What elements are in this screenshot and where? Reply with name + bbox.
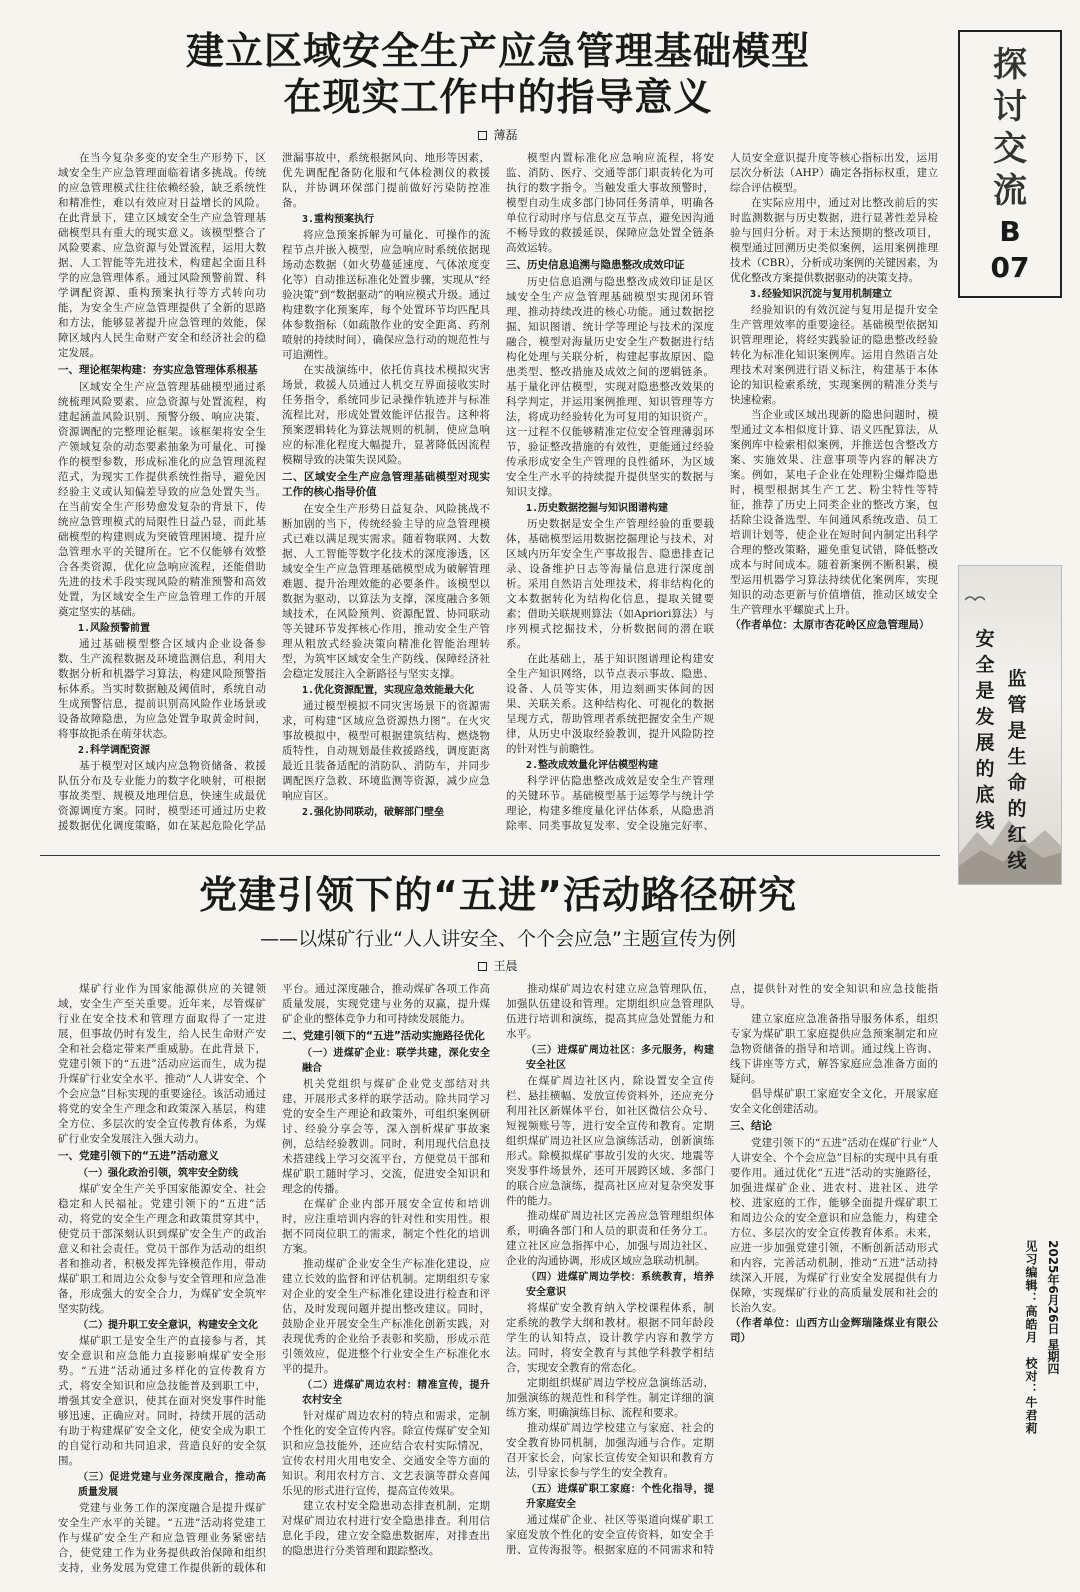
body-paragraph: 煤矿职工是安全生产的直接参与者，其安全意识和应急能力直接影响煤矿安全形势。“五进”活动通过多样化的宣传教育方式，将安全知识和应急技能普及到职工中，增强其安全意识，使其在面对突发事件时能够迅速、正确应对。同时，持续开展的活动有助于构建煤矿安全文化，使安全成为职工的自觉行动和共同追求，营造良好的安全氛围。 — [58, 1335, 266, 1467]
body-paragraph: 倡导煤矿职工家庭安全文化，开展家庭安全文化创建活动。 — [730, 1088, 938, 1115]
bird-icon — [965, 594, 985, 604]
subsection-heading: 2.科学调配资源 — [78, 745, 151, 756]
body-paragraph: 在实战演练中，依托仿真技术模拟灾害场景，救援人员通过人机交互界面接收实时任务指令，系统同步记录操作轨迹并与标准流程比对，形成处置效能评估报告。这种将预案逻辑转化为算法规则的机制，使应急响应的标准化程度大幅提升，显著降低因流程模糊导致的决策失误风险。 — [282, 364, 490, 466]
article-1 — [58, 28, 938, 848]
body-paragraph: 建立家庭应急准备指导服务体系，组织专家为煤矿职工家庭提供应急预案制定和应急物资储备的指导和培训。通过线上咨询、线下讲座等方式，解答家庭应急准备方面的疑问。 — [730, 1013, 938, 1085]
body-paragraph: 推动煤矿周边学校建立与家庭、社会的安全教育协同机制，加强沟通与合作。定期召开家长会，向家长宣传安全知识和教育方法，引导家长参与学生的安全教育。 — [506, 1422, 714, 1479]
article-divider — [40, 855, 940, 856]
body-paragraph: 区域安全生产应急管理基础模型通过系统梳理风险要素、应急资源与处置流程，构建起涵盖风险识别、预警分级、响应决策、资源调配的完整理论框架。该框架将安全生产领域复杂的动态要素抽象为可量化、可操作的模型参数，形成标准化的应急管理流程范式，为现实工作提供系统性指导，避免因经验主义或认知偏差导致的应急处置失当。在当前安全生产形势愈发复杂的背景下，传统应急管理模式的局限性日益凸显，而此基础模型的构建则成为突破管理困境、提升应急管理水平的关键所在。它不仅能够有效整合各类资源，优化应急响应流程，还能借助先进的技术手段实现风险的精准预警和高效处置，为区域安全生产应急管理工作的开展奠定坚实的基础。 — [58, 381, 266, 618]
motto-banner — [958, 565, 1062, 885]
section-heading: 二、区域安全生产应急管理基础模型对现实工作的核心指导价值 — [282, 471, 490, 498]
article-2 — [58, 872, 938, 1572]
body-paragraph: 在实际应用中，通过对比整改前后的实时监测数据与历史数据，进行显著性差异检验与回归分析。对于未达预期的整改项目，模型通过回溯历史类似案例，运用案例推理技术（CBR），分析成功案例的关键因素，为优化整改方案提供数据驱动的决策支持。 — [730, 197, 938, 284]
body-paragraph: 在煤矿周边社区内，除设置安全宣传栏、悬挂横幅、发放宣传资料外，还应充分利用社区新媒体平台，如社区微信公众号、短视频账号等，进行安全宣传和教育。定期组织煤矿周边社区应急演练活动，创新演练形式。除模拟煤矿事故引发的火灾、地震等突发事件场景外，还可开展跨区域、多部门的联合应急演练，提高社区应对复杂突发事件的能力。 — [506, 1075, 714, 1207]
editor-credits: 见习编辑：高皓月 校对：牛君莉 — [1024, 1240, 1038, 1435]
article-1-title-line2: 在现实工作中的指导意义 — [283, 75, 713, 119]
subsection-heading: （三）进煤矿周边社区：多元服务，构建安全社区 — [526, 1045, 714, 1071]
body-paragraph: 推动煤矿周边社区完善应急管理组织体系，明确各部门和人员的职责和任务分工。建立社区应急指挥中心，加强与周边社区、企业的沟通协调，形成区域应急联动机制。 — [506, 1210, 714, 1267]
body-paragraph: 党建引领下的“五进”活动在煤矿行业“人人讲安全、个个会应急”目标的实现中具有重要作用。通过优化“五进”活动的实施路径，加强进煤矿企业、进农村、进社区、进学校、进家庭的工作，能够全面提升煤矿职工和周边公众的安全意识和应急能力，构建全方位、多层次的安全宣传教育体系。未来，应进一步加强党建引领，不断创新活动形式和内容，完善活动机制，推动“五进”活动持续深入开展，为煤矿行业安全发展提供有力保障，实现煤矿行业的高质量发展和社会的长治久安。 — [730, 1137, 938, 1314]
body-paragraph: 历史数据是安全生产管理经验的重要载体，基础模型运用数据挖掘理论与技术，对区域内历年安全生产事故报告、隐患排查记录、设备维护日志等海量信息进行深度剖析。采用自然语言处理技术，将非结构化的文本数据转化为结构化信息，提取关键要素；借助关联规则算法（如Apriori算法）与序列模式挖掘技术，分析数据间的潜在联系。 — [506, 518, 714, 650]
subsection-heading: （一）强化政治引领，筑牢安全防线 — [78, 1168, 238, 1179]
body-paragraph: 在煤矿企业内部开展安全宣传和培训时，应注重培训内容的针对性和实用性。根据不同岗位职工的需求，制定个性化的培训方案。 — [282, 1198, 490, 1255]
body-paragraph: 党建与业务工作的深度融合是提升煤矿安全生产水平的关键。“五进”活动将党建工作与煤矿安全生产和应急管理业务紧密结合，使党建工作为业务提供政治保障和组织支持，业务发展为党建工作提供新的载体和平台。通过深度融合，推动煤矿各项工作高质量发展，实现党建与业务的双赢，提升煤矿企业的整体竞争力和可持续发展能力。 — [58, 983, 490, 1574]
byline-square-icon — [478, 962, 487, 971]
article-2-subtitle: ——以煤矿行业“人人讲安全、个个会应急”主题宣传为例 — [260, 928, 736, 950]
subsection-heading: 3.重构预案执行 — [302, 214, 375, 225]
body-paragraph: 历史信息追溯与隐患整改成效印证是区域安全生产应急管理基础模型实现闭环管理、推动持续改进的核心功能。通过数据挖掘、知识图谱、统计学等理论与技术的深度融合，模型对海量历史安全生产数据进行结构化处理与关联分析，构建起事故原因、隐患类型、整改措施及成效之间的逻辑链条。基于量化评估模型，实现对隐患整改效果的科学判定，并运用案例推理、知识管理等方法，将成功经验转化为可复用的知识资产。这一过程不仅能够精准定位安全管理薄弱环节，验证整改措施的有效性，更能通过经验传承形成安全生产管理的良性循环，为区域安全生产水平的持续提升提供坚实的数据与知识支撑。 — [506, 276, 714, 498]
subsection-heading: （五）进煤矿职工家庭：个性化指导，提升家庭安全 — [526, 1484, 714, 1510]
body-paragraph: 在当今复杂多变的安全生产形势下，区域安全生产应急管理面临着诸多挑战。传统的应急管理模式往往依赖经验，缺乏系统性和精准性，难以有效应对日益增长的风险。在此背景下，建立区域安全生产应急管理基础模型具有重大的现实意义。该模型整合了风险要素、应急资源与处置流程，运用大数据、人工智能等先进技术，构建起全面且科学的应急管理体系。通过风险预警前置、科学调配资源、重构预案执行等方式转向功能，为安全生产应急管理提供了全新的思路和方法，能够显著提升应急管理的效能，保障区域内人民生命财产安全和经济社会的稳定发展。 — [58, 152, 266, 359]
body-paragraph: 推动煤矿企业安全生产标准化建设，应建立长效的监督和评估机制。定期组织专家对企业的安全生产标准化建设进行检查和评估，及时发现问题并提出整改建议。同时，鼓励企业开展安全生产标准化创新实践，对表现优秀的企业给予表彰和奖励，形成示范引领效应，促进整个行业安全生产标准化水平的提升。 — [282, 1258, 490, 1375]
body-paragraph: 通过基础模型整合区域内企业设备参数、生产流程数据及环境监测信息，利用大数据分析和机器学习算法，构建风险预警指标体系。当实时数据触及阈值时，系统自动生成预警信息，提前识别高风险作业场景或设备故障隐患，为应急处置争取黄金时间，将事故扼杀在萌芽状态。 — [58, 638, 266, 740]
section-heading: 二、党建引领下的“五进”活动实施路径优化 — [282, 1030, 485, 1042]
subsection-heading: 3.经验知识沉淀与复用机制建立 — [750, 289, 893, 300]
body-paragraph: 推动煤矿周边农村建立应急管理队伍，加强队伍建设和管理。定期组织应急管理队伍进行培训和演练，提高其应急处置能力和水平。 — [506, 983, 714, 1040]
subsection-heading: 1.优化资源配置，实现应急效能最大化 — [302, 685, 475, 696]
byline-square-icon — [478, 131, 487, 140]
author-affiliation: （作者单位：太原市杏花岭区应急管理局） — [730, 619, 930, 631]
body-paragraph: 建立农村安全隐患动态排查机制，定期对煤矿周边农村进行安全隐患排查。利用信息化手段，建立安全隐患数据库，对排查出的隐患进行分类管理和跟踪整改。 — [282, 1500, 490, 1557]
subsection-heading: 1.历史数据挖掘与知识图谱构建 — [526, 503, 669, 514]
body-paragraph: 在此基础上，基于知识图谱理论构建安全生产知识网络，以节点表示事故、隐患、设备、人员等实体，用边刻画实体间的因果、关联关系。这种结构化、可视化的数据呈现方式，帮助管理者系统把握安全生产规律，从历史中汲取经验教训，提升风险防控的针对性与前瞻性。 — [506, 653, 714, 755]
body-paragraph: 科学评估隐患整改成效是安全生产管理的关键环节。基础模型基于运筹学与统计学理论，构建多维度量化评估体系，从隐患消除率、同类事故复发率、安全设施完好率、人员安全意识提升度等核心指标出发，运用层次分析法（AHP）确定各指标权重，建立综合评估模型。 — [506, 152, 938, 832]
body-paragraph: 机关党组织与煤矿企业党支部结对共建，开展形式多样的联学活动。除共同学习党的安全生产理论和政策外，可组织案例研讨、经验分享会等，深入剖析煤矿事故案例，总结经验教训。同时，利用现代信息技术搭建线上学习交流平台，方便党员干部和煤矿职工随时学习、交流，促进安全知识和理念的传播。 — [282, 1078, 490, 1195]
section-heading: 一、党建引领下的“五进”活动意义 — [58, 1150, 219, 1162]
article-2-body — [58, 982, 938, 1587]
section-heading: 三、历史信息追溯与隐患整改成效印证 — [506, 259, 685, 271]
edition-letter: B — [999, 215, 1021, 248]
body-paragraph: 模型内置标准化应急响应流程，将安监、消防、医疗、交通等部门职责转化为可执行的数字指令。当触发重大事故预警时，模型自动生成多部门协同任务清单，明确各单位行动时序与信息交互节点，避免因沟通不畅导致的救援延误，保障应急处置全链条高效运转。 — [506, 152, 714, 254]
subsection-heading: （三）促进党建与业务深度融合，推动高质量发展 — [78, 1472, 266, 1498]
body-paragraph: 基于模型对区域内应急物资储备、救援队伍分布及专业能力的数字化映射，可根据事故类型、规模及地理信息，快速生成最优资源调度方案。同时，模型还可通过历史救援数据优化调度策略，如在某起危险化学品泄漏事故中，系统根据风向、地形等因素，优先调配配备防化服和气体检测仪的救援队，并协调环保部门提前做好污染防控准备。 — [58, 152, 490, 832]
body-paragraph: 在安全生产形势日益复杂、风险挑战不断加剧的当下，传统经验主导的应急管理模式已难以满足现实需求。随着物联网、大数据、人工智能等数字化技术的深度渗透，区域安全生产应急管理基础模型成为破解管理难题、提升治理效能的必要条件。该模型以数据为驱动，以算法为支撑，深度融合多领域技术，在风险预判、资源配置、协同联动等关键环节发挥核心作用，推动安全生产管理从粗放式经验决策向精准化智能治理转型，为筑牢区域安全生产防线、保障经济社会稳定发展注入全新路径与坚实支撑。 — [282, 503, 490, 680]
body-paragraph: 定期组织煤矿周边学校应急演练活动，加强演练的规范性和科学性。制定详细的演练方案，明确演练目标、流程和要求。 — [506, 1377, 714, 1419]
section-heading: 一、理论框架构建：夯实应急管理体系根基 — [58, 364, 258, 376]
subsection-heading: （二）提升职工安全意识，构建安全文化 — [78, 1320, 258, 1331]
body-paragraph: 煤矿行业作为国家能源供应的关键领域，安全生产至关重要。近年来，尽管煤矿行业在安全技术和管理方面取得了一定进展，但事故仍时有发生，给人民生命财产安全和社会稳定带来严重威胁。在此背景下，党建引领下的“五进”活动应运而生，成为提升煤矿行业安全水平、推动“人人讲安全、个个会应急”目标实现的重要途径。该活动通过将党的安全生产理念和政策深入基层，构建全方位、多层次的安全宣传教育体系，为煤矿行业安全发展注入强大动力。 — [58, 983, 266, 1145]
body-paragraph: 将煤矿安全教育纳入学校课程体系，制定系统的教学大纲和教材。根据不同年龄段学生的认知特点，设计教学内容和教学方法。同时，将安全教育与其他学科教学相结合，实现安全教育的常态化。 — [506, 1302, 714, 1374]
author-affiliation: （作者单位：山西方山金辉瑞隆煤业有限公司） — [730, 1317, 938, 1344]
section-heading: 三、结论 — [730, 1120, 772, 1132]
article-2-byline — [58, 957, 938, 974]
article-2-author: 王晨 — [493, 959, 518, 973]
body-paragraph: 经验知识的有效沉淀与复用是提升安全生产管理效率的重要途径。基础模型依据知识管理理论，将经实践验证的隐患整改经验转化为标准化知识案例库。运用自然语言处理技术对案例进行语义标注，构建基于本体论的知识检索系统，实现案例的精准分类与快速检索。 — [730, 304, 938, 406]
subsection-heading: 1.风险预警前置 — [78, 623, 151, 634]
issue-date: 2025年6月26日 星期四 — [1046, 1240, 1060, 1375]
subsection-heading: （二）进煤矿周边农村：精准宣传，提升农村安全 — [302, 1380, 490, 1406]
body-paragraph: 将应急预案拆解为可量化、可操作的流程节点并嵌入模型，应急响应时系统依据现场动态数据（如火势蔓延速度、气体浓度变化等）自动推送标准化处置步骤，实现从“经验决策”到“数据驱动”的响应模式升级。通过构建数字化预案库，每个处置环节均匹配具体参数指标（如疏散作业的安全距离、药剂喷射的持续时间），确保应急行动的规范性与可追溯性。 — [282, 229, 490, 361]
column-name: 探讨交流 — [993, 45, 1027, 211]
motto-line-2: 监管是生命的红线 — [1007, 668, 1027, 872]
body-paragraph: 当企业或区域出现新的隐患问题时，模型通过文本相似度计算、语义匹配算法，从案例库中检索相似案例，并推送包含整改方案、实施效果、注意事项等内容的解决方案。例如，某电子企业在处理粉尘爆炸隐患时，模型根据其生产工艺、粉尘特性等特征，推荐了历史上同类企业的整改方案，包括除尘设备选型、车间通风系统改造、员工培训计划等，使企业在短时间内制定出科学合理的整改策略，避免重复试错，降低整改成本与时间成本。随着新案例不断积累，模型运用机器学习算法持续优化案例库，实现知识的动态更新与价值增值，推动区域安全生产管理水平螺旋式上升。 — [730, 409, 938, 616]
article-2-title: 党建引领下的“五进”活动路径研究 — [199, 873, 797, 917]
body-paragraph: 针对煤矿周边农村的特点和需求，定制个性化的安全宣传内容。除宣传煤矿安全知识和应急技能外，还应结合农村实际情况，宣传农村用火用电安全、交通安全等方面的知识。利用农村方言、文艺表演等群众喜闻乐见的形式进行宣传，提高宣传效果。 — [282, 1410, 490, 1497]
subsection-heading: 2.强化协同联动，破解部门壁垒 — [302, 807, 445, 818]
body-paragraph: 通过模型模拟不同灾害场景下的资源需求，可构建“区域应急资源热力图”。在火灾事故模拟中，模型可根据建筑结构、燃烧物质特性，自动规划最佳救援路线，调度距离最近且装备适配的消防队、消防车，并同步调配医疗急救、环境监测等资源，减少应急响应盲区。 — [282, 700, 490, 802]
motto-line-1: 安全是发展的底线 — [975, 628, 995, 832]
column-header-box — [958, 30, 1062, 298]
subsection-heading: 2.整改成效量化评估模型构建 — [526, 760, 659, 771]
article-1-author: 薄磊 — [493, 128, 518, 142]
body-paragraph: 通过煤矿企业、社区等渠道向煤矿职工家庭发放个性化的安全宣传资料，如安全手册、宣传海报等。根据家庭的不同需求和特点，提供针对性的安全知识和应急技能指导。 — [506, 983, 938, 1556]
page-number: 07 — [990, 251, 1030, 284]
article-1-byline — [58, 126, 938, 143]
subsection-heading: （四）进煤矿周边学校：系统教育，培养安全意识 — [526, 1272, 714, 1298]
article-1-body — [58, 151, 938, 841]
subsection-heading: （一）进煤矿企业：联学共建，深化安全融合 — [302, 1048, 490, 1074]
body-paragraph: 煤矿安全生产关乎国家能源安全、社会稳定和人民福祉。党建引领下的“五进”活动，将党的安全生产理念和政策贯穿其中，使党员干部深刻认识到煤矿安全生产的政治意义和社会责任。党员干部作为活动的组织者和推动者，积极发挥先锋模范作用，带动煤矿职工和周边公众参与安全管理和应急准备，形成强大的安全合力，为煤矿安全筑牢坚实防线。 — [58, 1183, 266, 1315]
article-1-title — [58, 28, 938, 120]
article-1-title-line1: 建立区域安全生产应急管理基础模型 — [185, 29, 810, 73]
